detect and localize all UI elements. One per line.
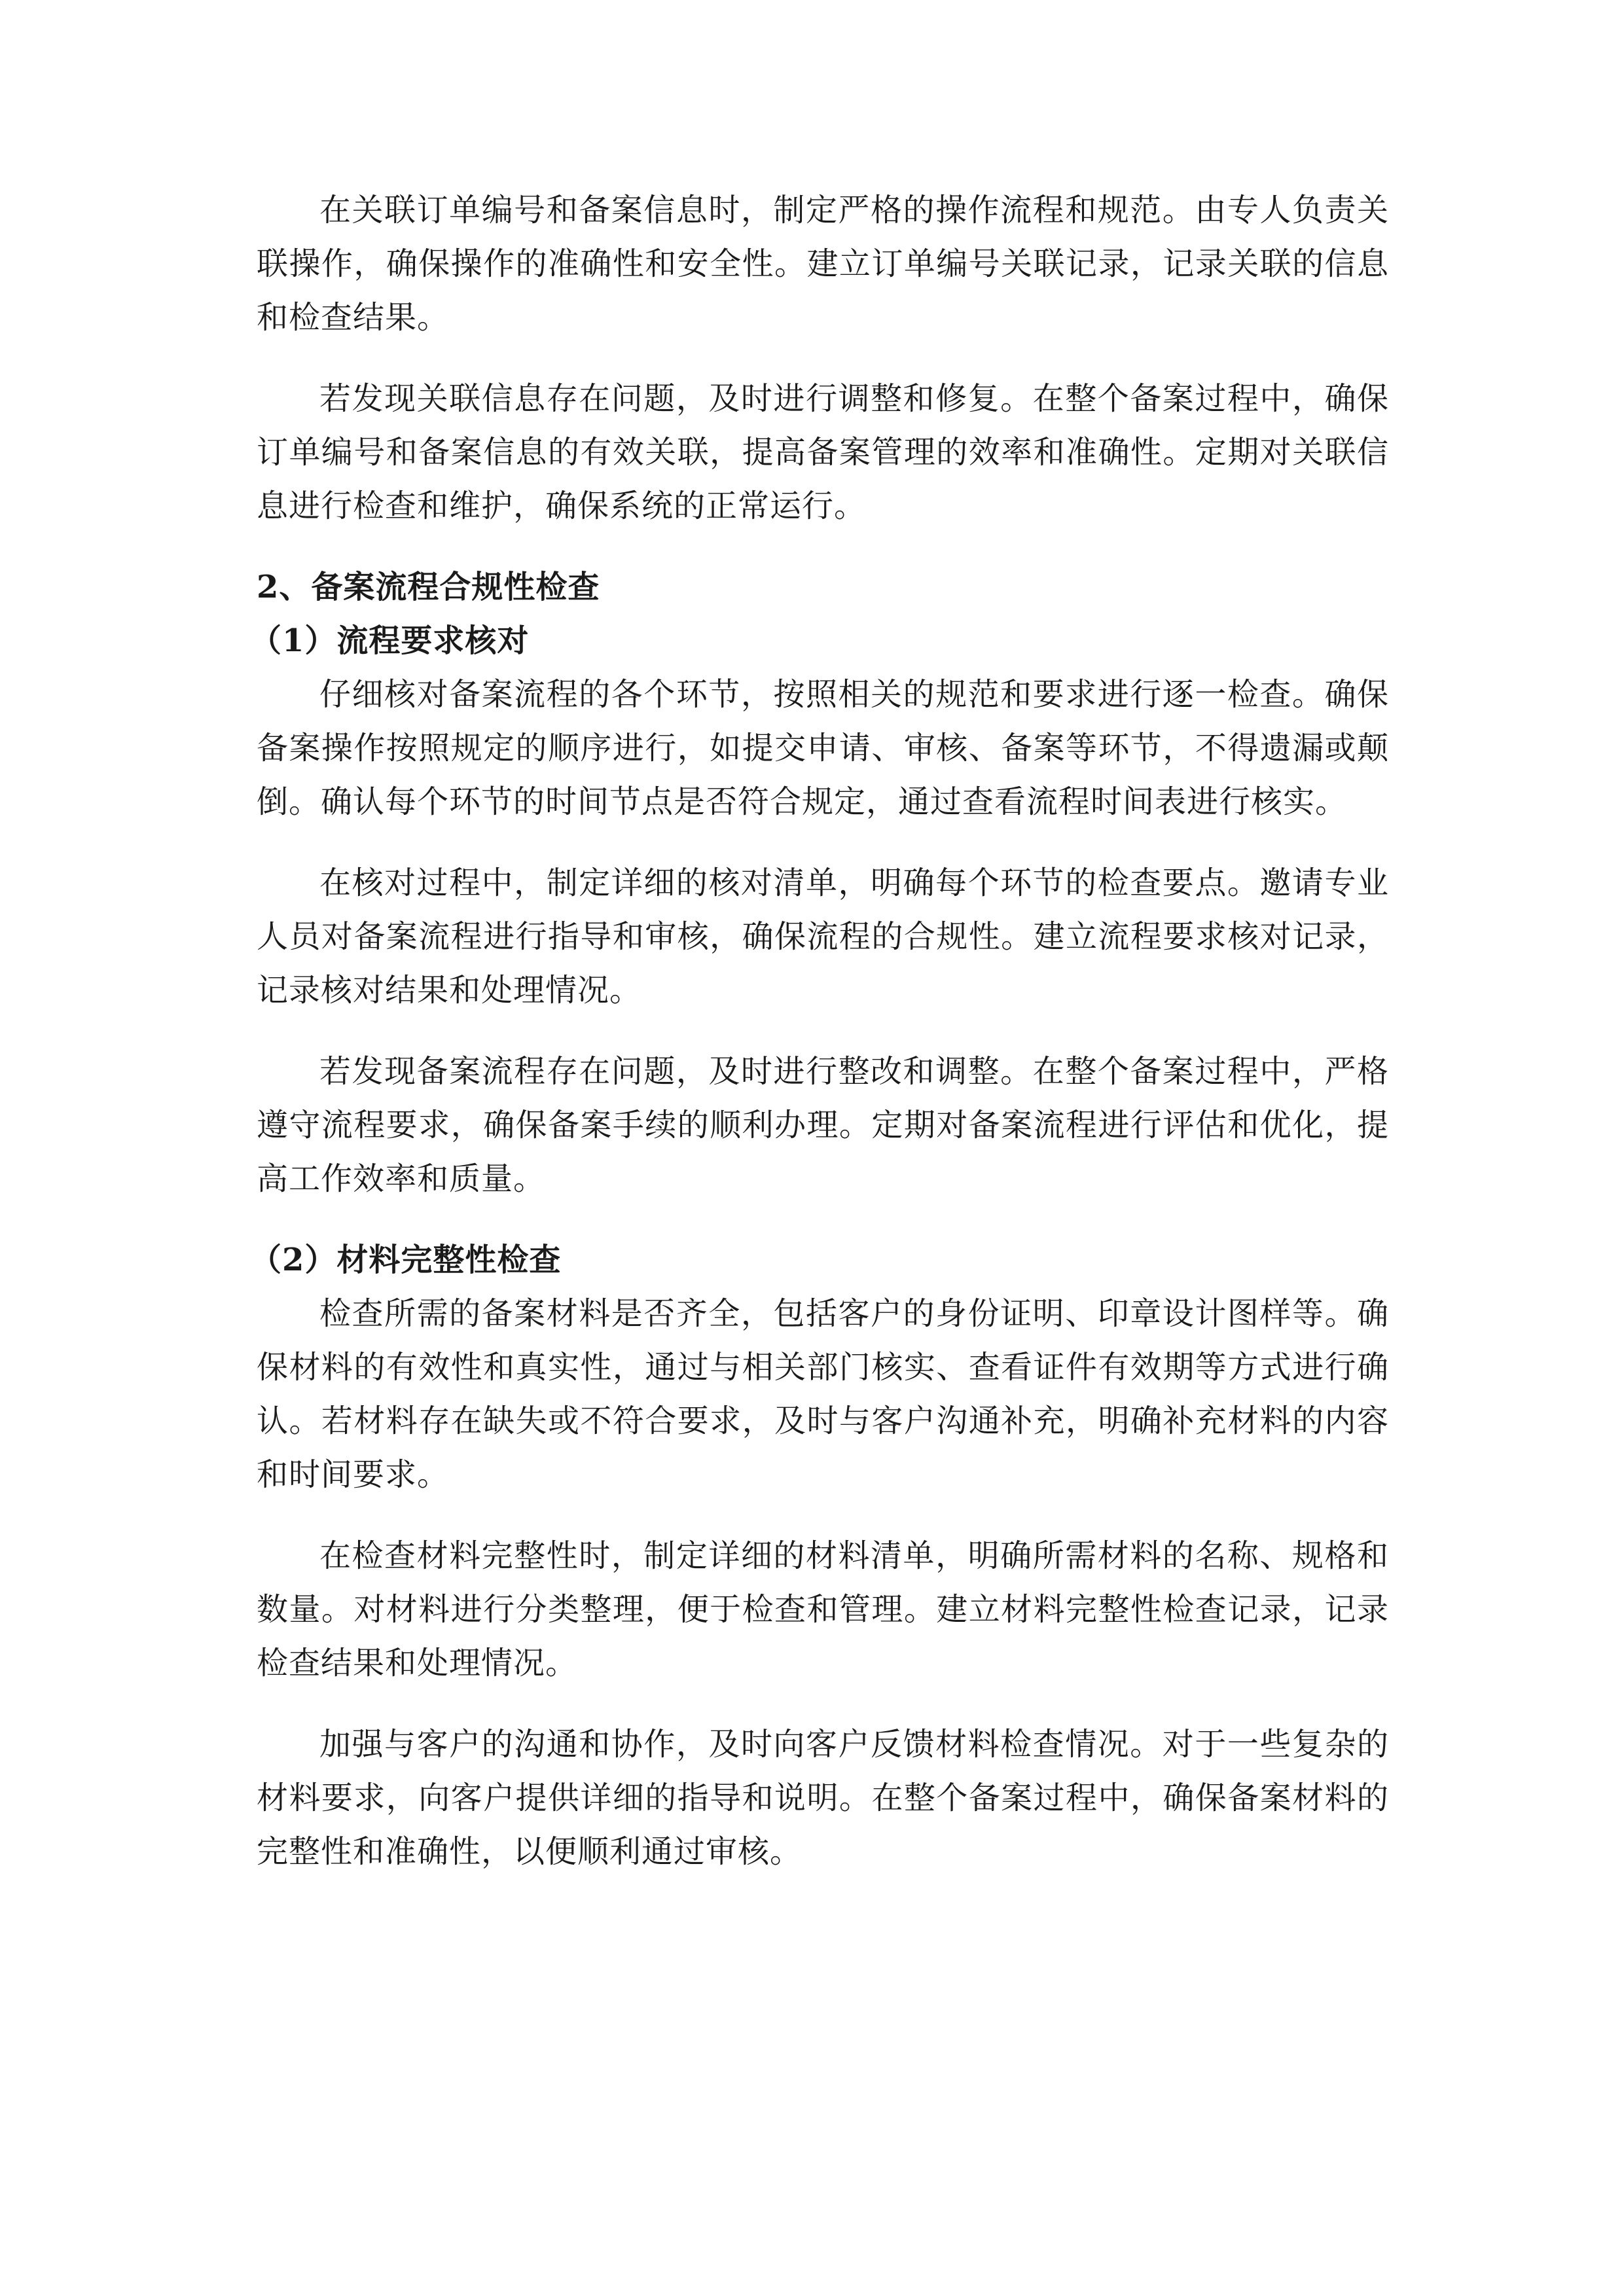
paragraph-order-link-procedure: 在关联订单编号和备案信息时，制定严格的操作流程和规范。由专人负责关联操作，确保操作的准确性和安全性。建立订单编号关联记录，记录关联的信息和检查结果。 [257,192,1389,336]
subsection-heading-material-check: （2）材料完整性检查 [250,1242,562,1278]
section-heading-compliance-check: 2、备案流程合规性检查 [257,569,600,605]
paragraph-order-link-issues: 若发现关联信息存在问题，及时进行调整和修复。在整个备案过程中，确保订单编号和备案信息的有效关联，提高备案管理的效率和准确性。定期对关联信息进行检查和维护，确保系统的正常运行。 [257,380,1389,524]
paragraph-material-completeness: 检查所需的备案材料是否齐全，包括客户的身份证明、印章设计图样等。确保材料的有效性和真实性，通过与相关部门核实、查看证件有效期等方式进行确认。若材料存在缺失或不符合要求，及时与客户沟通补充，明确补充材料的内容和时间要求。 [257,1295,1389,1493]
paragraph-process-steps: 仔细核对备案流程的各个环节，按照相关的规范和要求进行逐一检查。确保备案操作按照规定的顺序进行，如提交申请、审核、备案等环节，不得遗漏或颠倒。确认每个环节的时间节点是否符合规定，通过查看流程时间表进行核实。 [257,676,1389,820]
paragraph-material-checklist: 在检查材料完整性时，制定详细的材料清单，明确所需材料的名称、规格和数量。对材料进行分类整理，便于检查和管理。建立材料完整性检查记录，记录检查结果和处理情况。 [257,1537,1389,1681]
document-body [250,183,1389,1906]
paragraph-process-issues: 若发现备案流程存在问题，及时进行整改和调整。在整个备案过程中，严格遵守流程要求，确保备案手续的顺利办理。定期对备案流程进行评估和优化，提高工作效率和质量。 [257,1053,1389,1197]
paragraph-material-communication: 加强与客户的沟通和协作，及时向客户反馈材料检查情况。对于一些复杂的材料要求，向客户提供详细的指导和说明。在整个备案过程中，确保备案材料的完整性和准确性，以便顺利通过审核。 [257,1726,1389,1870]
subsection-heading-process-check: （1）流程要求核对 [250,622,530,659]
paragraph-process-checklist: 在核对过程中，制定详细的核对清单，明确每个环节的检查要点。邀请专业人员对备案流程进行指导和审核，确保流程的合规性。建立流程要求核对记录，记录核对结果和处理情况。 [257,865,1389,1009]
